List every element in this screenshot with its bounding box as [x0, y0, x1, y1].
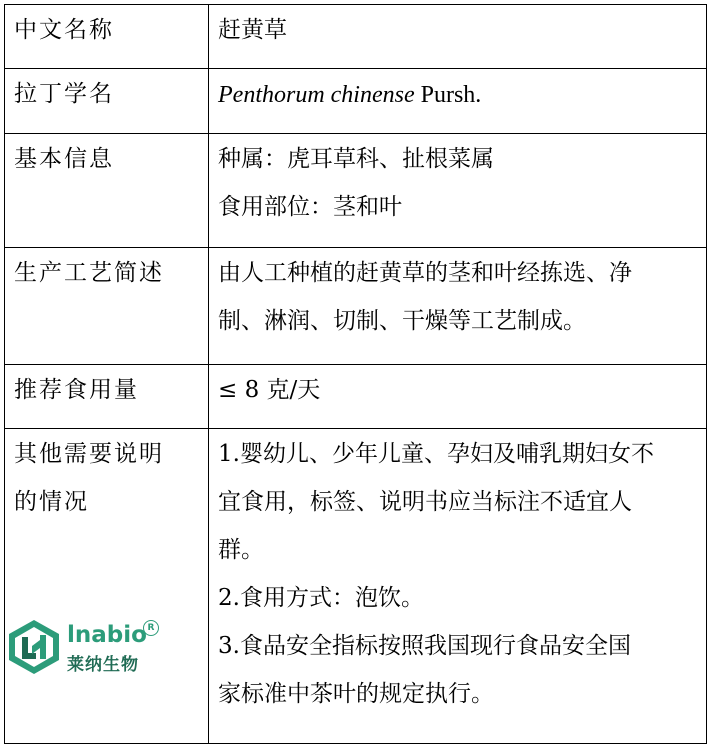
value-notes: 1.婴幼儿、少年儿童、孕妇及哺乳期妇女不 宜食用，标签、说明书应当标注不适宜人 群。 2.食用方式：泡饮。 3.食品安全指标按照我国现行食品安全国 家标准中茶叶的规定执行。	[209, 429, 707, 744]
lnabio-logo	[5, 618, 165, 678]
value-latin-name	[209, 69, 707, 134]
table-row-basic-info	[5, 134, 707, 248]
table-row-chinese-name	[5, 5, 707, 69]
label-chinese-name: 中文名称	[5, 5, 209, 69]
value-basic-info: 种属：虎耳草科、扯根菜属 食用部位：茎和叶	[209, 134, 707, 248]
value-process: 由人工种植的赶黄草的茎和叶经拣选、净 制、淋润、切制、干燥等工艺制成。	[209, 248, 707, 365]
lnabio-logo-icon	[5, 618, 63, 676]
latin-binomial: Penthorum chinense	[218, 82, 415, 108]
table-row-dosage	[5, 365, 707, 429]
value-chinese-name: 赶黄草	[209, 5, 707, 69]
table-row-latin-name	[5, 69, 707, 134]
label-basic-info: 基本信息	[5, 134, 209, 248]
table-row-process	[5, 248, 707, 365]
value-dosage: ≤ 8 克/天	[209, 365, 707, 429]
table-row-notes	[5, 429, 707, 744]
label-notes: 其他需要说明 的情况	[5, 429, 209, 744]
logo-text-en: lnabio	[67, 622, 147, 648]
registered-mark-icon: R	[143, 620, 159, 636]
label-process: 生产工艺简述	[5, 248, 209, 365]
logo-text-cn: 莱纳生物	[67, 655, 139, 675]
latin-author: Pursh.	[414, 82, 482, 108]
label-latin-name: 拉丁学名	[5, 69, 209, 134]
label-dosage: 推荐食用量	[5, 365, 209, 429]
